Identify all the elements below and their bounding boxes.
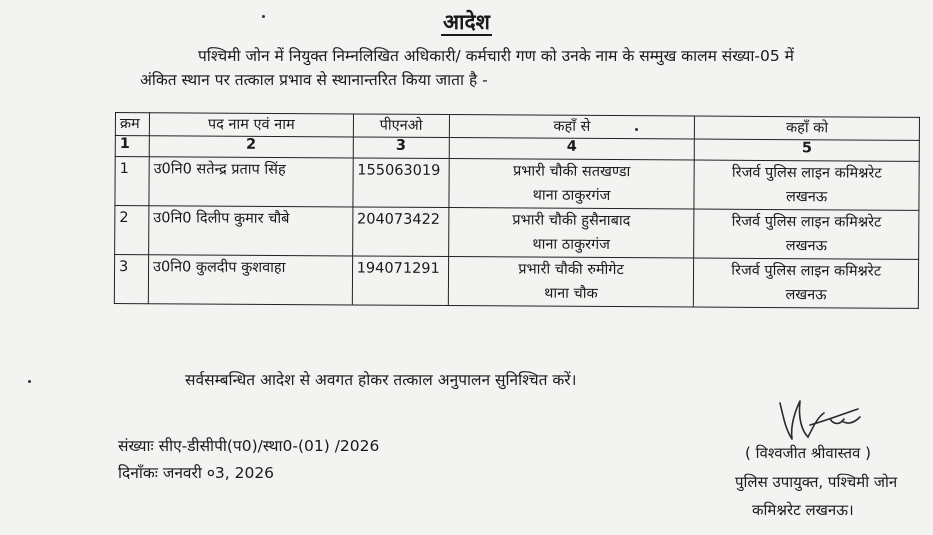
header-from: कहाँ से <box>449 115 695 140</box>
document-title <box>0 8 933 36</box>
table-row <box>115 157 919 211</box>
header-to: कहाँ को <box>695 116 920 140</box>
row-to <box>694 209 919 259</box>
row-name: उ0नि0 कुलदीप कुशवाहा <box>148 255 352 305</box>
signatory-name: ( विश्वजीत श्रीवास्तव ) <box>745 444 871 462</box>
column-number: 5 <box>695 139 920 161</box>
row-serial: 3 <box>114 255 148 304</box>
intro-line-1: पश्चिमी जोन में नियुक्त निम्नलिखित अधिकारी/ कर्मचारी गण को उनके नाम के सम्मुख कालम संख्या-05 में <box>198 47 794 65</box>
intro-line-2: अंकित स्थान पर तत्काल प्रभाव से स्थानान्तरित किया जाता है - <box>140 71 488 89</box>
table-row <box>115 206 919 260</box>
header-name: पद नाम एवं नाम <box>149 113 353 137</box>
row-from-line2: थाना ठाकुरगंज <box>532 187 611 205</box>
row-to <box>694 160 919 210</box>
row-to-line1: रिजर्व पुलिस लाइन कमिश्नरेट <box>731 262 882 280</box>
row-pno: 194071291 <box>352 256 448 306</box>
row-to-line2: लखनऊ <box>785 238 827 255</box>
row-from <box>448 208 694 258</box>
column-number: 3 <box>353 137 449 159</box>
scan-speck <box>28 380 31 383</box>
order-date: दिनाँकः जनवरी ०3, 2026 <box>118 464 275 482</box>
row-to-line1: रिजर्व पुलिस लाइन कमिश्नरेट <box>731 164 882 182</box>
title-text: आदेश <box>443 10 490 34</box>
column-number: 1 <box>115 136 149 157</box>
row-from-line2: थाना ठाकुरगंज <box>532 236 611 254</box>
transfer-table <box>114 112 920 309</box>
signatory-office: कमिश्नरेट लखनऊ। <box>752 501 854 519</box>
row-from <box>449 159 695 209</box>
header-pno: पीएनओ <box>353 114 449 138</box>
row-pno: 155063019 <box>353 158 449 208</box>
row-serial: 2 <box>115 206 149 255</box>
reference-number: संख्याः सीए-डीसीपी(प0)/स्था0-(01) /2026 <box>118 437 380 455</box>
intro-paragraph <box>140 44 925 92</box>
compliance-notice: सर्वसम्बन्धित आदेश से अवगत होकर तत्काल अनुपालन सुनिश्चित करें। <box>185 371 577 389</box>
row-from-line1: प्रभारी चौकी रुमीगेट <box>518 261 624 279</box>
column-number: 4 <box>449 138 695 161</box>
row-from-line1: प्रभारी चौकी सतखण्डा <box>512 163 631 181</box>
row-from-line1: प्रभारी चौकी हुसैनाबाद <box>512 212 631 230</box>
scan-speck <box>262 15 265 18</box>
row-name: उ0नि0 दिलीप कुमार चौबे <box>149 206 353 256</box>
row-pno: 204073422 <box>352 207 448 257</box>
scan-speck <box>635 128 638 131</box>
row-to-line1: रिजर्व पुलिस लाइन कमिश्नरेट <box>731 213 882 231</box>
signatory-designation: पुलिस उपायुक्त, पश्चिमी जोन <box>735 473 898 491</box>
column-number: 2 <box>149 136 353 158</box>
row-from <box>448 257 694 307</box>
row-from-line2: थाना चौक <box>544 285 598 302</box>
row-name: उ0नि0 सतेन्द्र प्रताप सिंह <box>149 157 353 207</box>
row-to <box>694 258 919 308</box>
header-serial: क्रम <box>115 113 149 136</box>
row-to-line2: लखनऊ <box>786 189 828 206</box>
row-serial: 1 <box>115 157 149 206</box>
table-row <box>114 255 918 309</box>
row-to-line2: लखनऊ <box>785 287 827 304</box>
